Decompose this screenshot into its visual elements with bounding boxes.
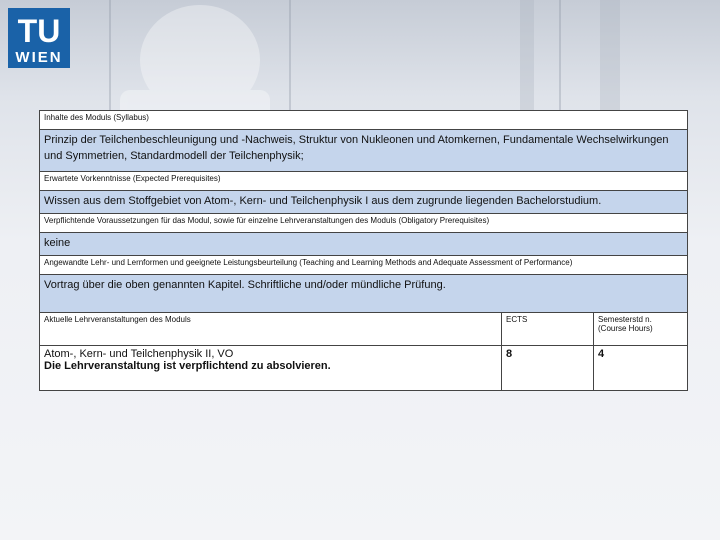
obligatory-header-row xyxy=(40,214,688,233)
ects-column-header: ECTS xyxy=(502,313,594,346)
teaching-content-row xyxy=(40,275,688,313)
prerequisites-header: Erwartete Vorkenntnisse (Expected Prerequisites) xyxy=(40,172,688,191)
prerequisites-header-row xyxy=(40,172,688,191)
course-name: Atom-, Kern- und Teilchenphysik II, VO xyxy=(44,348,234,360)
prerequisites-content-row xyxy=(40,191,688,214)
obligatory-content-row xyxy=(40,233,688,256)
obligatory-prerequisites-header: Verpflichtende Voraussetzungen für das Modul, sowie für einzelne Lehrveranstaltungen des Moduls (Obligatory Prerequisites) xyxy=(40,214,688,233)
course-ects: 8 xyxy=(502,346,594,391)
hours-header-line2: (Course Hours) xyxy=(598,324,653,333)
obligatory-prerequisites-content: keine xyxy=(40,233,688,256)
course-hours: 4 xyxy=(594,346,688,391)
teaching-methods-header: Angewandte Lehr- und Lernformen und geeignete Leistungsbeurteilung (Teaching and Learning Methods and Adequate Assessment of Performance) xyxy=(40,256,688,275)
course-name-cell xyxy=(40,346,502,391)
logo-wien-text: WIEN xyxy=(15,49,63,66)
syllabus-header: Inhalte des Moduls (Syllabus) xyxy=(40,111,688,130)
teaching-methods-content: Vortrag über die oben genannten Kapitel. Schriftliche und/oder mündliche Prüfung. xyxy=(40,275,688,313)
hours-column-header xyxy=(594,313,688,346)
module-description-table xyxy=(39,110,688,391)
course-row xyxy=(40,346,688,391)
prerequisites-content: Wissen aus dem Stoffgebiet von Atom-, Kern- und Teilchenphysik I aus dem zugrunde liegenden Bachelorstudium. xyxy=(40,191,688,214)
courses-header-row xyxy=(40,313,688,346)
tu-wien-logo xyxy=(8,8,70,68)
syllabus-header-row xyxy=(40,111,688,130)
syllabus-content-row xyxy=(40,130,688,172)
courses-column-header: Aktuelle Lehrveranstaltungen des Moduls xyxy=(40,313,502,346)
logo-tu-text: TU xyxy=(17,13,61,49)
course-obligatory-note: Die Lehrveranstaltung ist verpflichtend zu absolvieren. xyxy=(44,360,331,372)
syllabus-content: Prinzip der Teilchenbeschleunigung und -Nachweis, Struktur von Nukleonen und Atomkernen, Fundamentale Wechselwirkungen und Symmetrien, Standardmodell der Teilchenphysik; xyxy=(40,130,688,172)
teaching-header-row xyxy=(40,256,688,275)
hours-header-line1: Semesterstd n. xyxy=(598,315,652,324)
